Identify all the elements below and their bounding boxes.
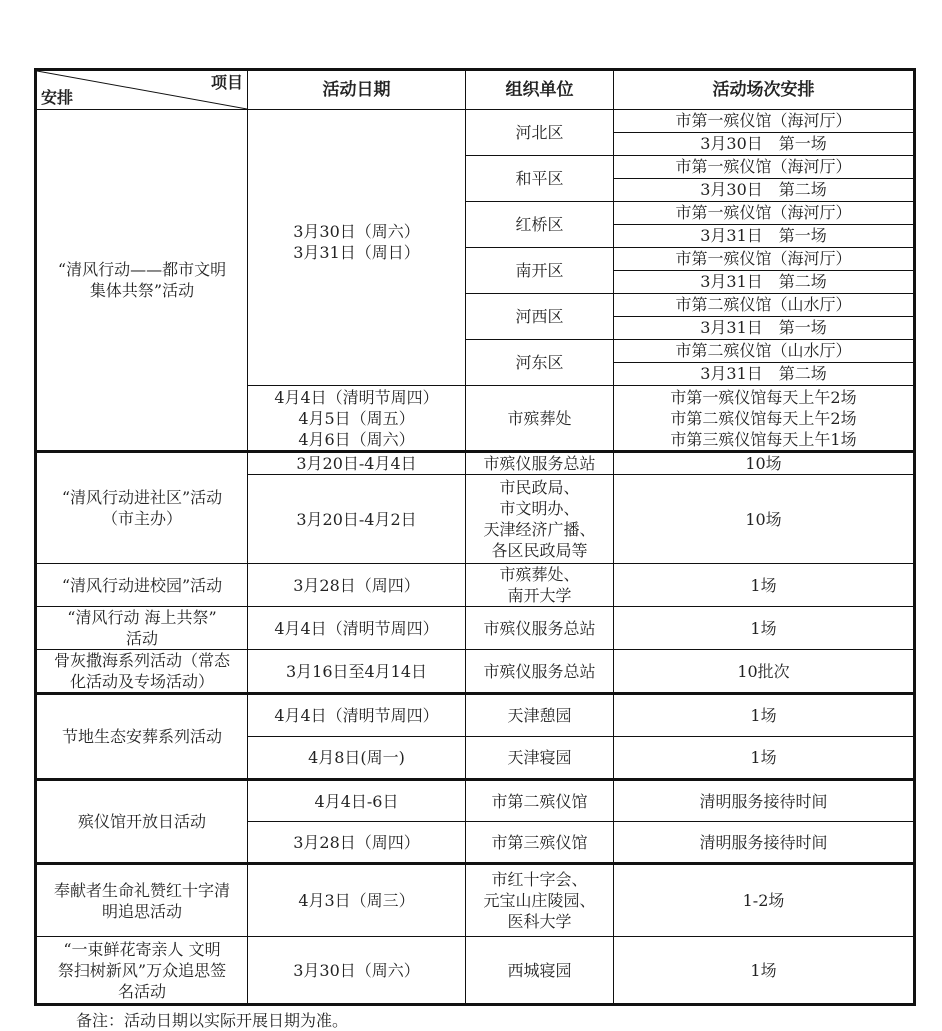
org-cell: 市殡仪服务总站 (466, 607, 614, 650)
activity-name-cell (36, 607, 248, 650)
header-date: 活动日期 (248, 70, 466, 110)
header-org: 组织单位 (466, 70, 614, 110)
table-row (36, 110, 915, 156)
activity-line: （市主办） (101, 509, 182, 528)
date-cell: 3月28日（周四） (248, 822, 466, 864)
org-line: 天津经济广播、 (483, 520, 596, 539)
org-line: 市文明办、 (499, 499, 580, 518)
schedule-cell (614, 340, 915, 386)
date-cell: 3月20日-4月4日 (248, 452, 466, 475)
date-line: 3月31日（周日） (293, 242, 420, 262)
header-schedule: 活动场次安排 (614, 70, 915, 110)
date-cell (248, 386, 466, 452)
date-line: 4月5日（周五） (298, 408, 415, 428)
header-row (36, 70, 915, 110)
org-line: 各区民政局等 (491, 541, 588, 560)
venue: 市第一殡仪馆（海河厅） (614, 202, 913, 225)
activity-line: 节地生态安葬系列活动 (61, 727, 222, 746)
table-row (36, 564, 915, 607)
activity-name-cell (36, 694, 248, 780)
date-cell: 4月8日(周一) (248, 737, 466, 780)
org-cell: 南开区 (466, 248, 614, 294)
table-row (36, 864, 915, 937)
schedule-line: 市第二殡仪馆每天上午2场 (670, 408, 857, 428)
table-row (36, 650, 915, 694)
table-row (36, 937, 915, 1005)
org-cell: 和平区 (466, 156, 614, 202)
org-cell: 红桥区 (466, 202, 614, 248)
org-line: 南开大学 (507, 586, 572, 605)
schedule-cell: 清明服务接待时间 (614, 822, 915, 864)
schedule-cell (614, 156, 915, 202)
session-time: 3月31日 第一场 (700, 226, 827, 245)
activity-line: 名活动 (117, 981, 166, 1001)
schedule-cell: 1场 (614, 607, 915, 650)
org-line: 医科大学 (507, 912, 572, 931)
org-cell: 市殡仪服务总站 (466, 650, 614, 694)
date-cell: 4月4日（清明节周四） (248, 607, 466, 650)
venue: 市第二殡仪馆（山水厅） (614, 294, 913, 317)
schedule-line: 市第一殡仪馆每天上午2场 (670, 387, 857, 407)
activity-schedule-table (34, 68, 916, 1006)
schedule-cell: 10批次 (614, 650, 915, 694)
activity-line: 集体共祭”活动 (89, 281, 195, 300)
date-cell: 3月30日（周六） (248, 937, 466, 1005)
activity-line: 祭扫树新风”万众追思签 (57, 960, 227, 980)
date-line: 4月4日（清明节周四） (274, 387, 439, 407)
activity-name-cell (36, 564, 248, 607)
activity-line: 殡仪馆开放日活动 (77, 812, 206, 831)
date-cell: 4月3日（周三） (248, 864, 466, 937)
org-cell: 西城寝园 (466, 937, 614, 1005)
session-time: 3月31日 第二场 (700, 364, 827, 383)
session-time: 3月31日 第一场 (700, 318, 827, 337)
activity-line: “清风行动进社区”活动 (61, 488, 223, 507)
org-cell: 市殡葬处 (466, 386, 614, 452)
activity-line: “一束鲜花寄亲人 文明 (63, 939, 221, 959)
activity-name-cell (36, 650, 248, 694)
org-cell: 河北区 (466, 110, 614, 156)
activity-name-cell (36, 780, 248, 864)
schedule-line: 市第三殡仪馆每天上午1场 (670, 429, 857, 449)
activity-name-cell (36, 864, 248, 937)
schedule-cell: 1场 (614, 937, 915, 1005)
org-cell (466, 864, 614, 937)
org-line: 市民政局、 (499, 478, 580, 497)
footnote: 备注：活动日期以实际开展日期为准。 (76, 1011, 349, 1030)
org-cell (466, 564, 614, 607)
org-cell: 天津寝园 (466, 737, 614, 780)
org-line: 元宝山庄陵园、 (483, 891, 596, 910)
schedule-cell (614, 294, 915, 340)
org-cell: 市第三殡仪馆 (466, 822, 614, 864)
activity-line: 活动 (125, 629, 158, 648)
venue: 市第一殡仪馆（海河厅） (614, 110, 913, 133)
org-line: 市红十字会、 (491, 870, 588, 889)
schedule-cell (614, 110, 915, 156)
activity-line: “清风行动 海上共祭” (67, 608, 217, 627)
schedule-cell: 1场 (614, 737, 915, 780)
table-row (36, 607, 915, 650)
org-cell: 河东区 (466, 340, 614, 386)
date-cell: 4月4日（清明节周四） (248, 694, 466, 737)
date-cell: 3月20日-4月2日 (248, 475, 466, 564)
activity-line: 化活动及专场活动） (69, 672, 214, 691)
schedule-cell (614, 248, 915, 294)
org-cell: 市第二殡仪馆 (466, 780, 614, 822)
activity-line: 骨灰撒海系列活动（常态 (53, 651, 230, 670)
org-cell (466, 475, 614, 564)
table-row (36, 780, 915, 822)
schedule-cell: 10场 (614, 452, 915, 475)
activity-name-cell (36, 937, 248, 1005)
activity-line: “清风行动进校园”活动 (61, 575, 223, 595)
venue: 市第一殡仪馆（海河厅） (614, 156, 913, 179)
activity-name-cell (36, 110, 248, 452)
header-corner-cell (36, 70, 248, 110)
session-time: 3月30日 第一场 (700, 134, 827, 153)
corner-label-arrangement: 安排 (41, 88, 74, 107)
date-cell: 3月28日（周四） (248, 564, 466, 607)
schedule-cell: 1场 (614, 694, 915, 737)
date-line: 3月30日（周六） (293, 221, 420, 241)
date-line: 4月6日（周六） (298, 429, 415, 449)
schedule-cell (614, 386, 915, 452)
activity-line: “清风行动——都市文明 (57, 260, 227, 279)
table-row (36, 452, 915, 475)
activity-line: 明追思活动 (101, 901, 182, 921)
schedule-cell: 10场 (614, 475, 915, 564)
schedule-cell (614, 202, 915, 248)
org-line: 市殡葬处、 (499, 565, 580, 584)
venue: 市第二殡仪馆（山水厅） (614, 340, 913, 363)
session-time: 3月31日 第二场 (700, 272, 827, 291)
org-cell: 天津憩园 (466, 694, 614, 737)
date-cell (248, 110, 466, 386)
activity-line: 奉献者生命礼赞红十字清 (53, 880, 230, 900)
schedule-cell: 清明服务接待时间 (614, 780, 915, 822)
venue: 市第一殡仪馆（海河厅） (614, 248, 913, 271)
session-time: 3月30日 第二场 (700, 180, 827, 199)
table-row (36, 694, 915, 737)
schedule-cell: 1-2场 (614, 864, 915, 937)
org-cell: 河西区 (466, 294, 614, 340)
corner-label-item: 项目 (210, 73, 243, 92)
activity-name-cell (36, 452, 248, 564)
date-cell: 3月16日至4月14日 (248, 650, 466, 694)
activity-schedule-table-container (34, 68, 913, 1000)
schedule-cell: 1场 (614, 564, 915, 607)
org-cell: 市殡仪服务总站 (466, 452, 614, 475)
date-cell: 4月4日-6日 (248, 780, 466, 822)
